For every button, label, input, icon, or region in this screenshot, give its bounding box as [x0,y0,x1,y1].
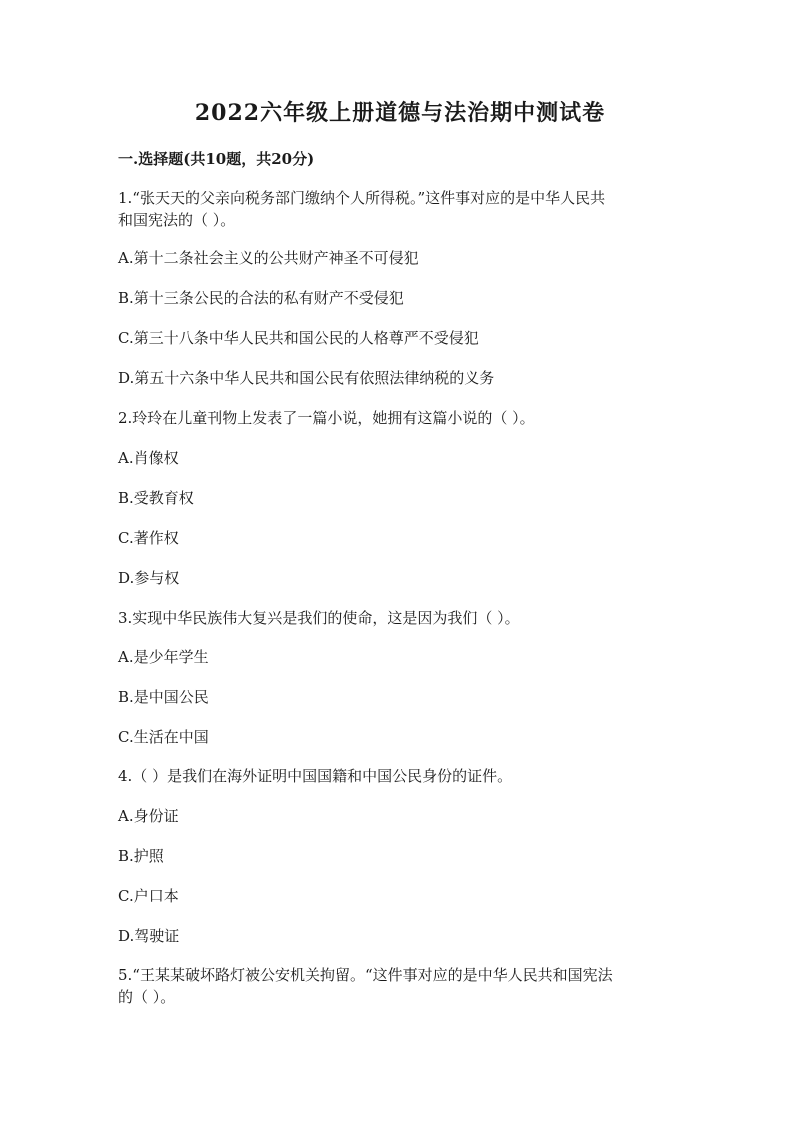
question-4-option-d: D.驾驶证 [118,927,180,945]
question-1-option-d: D.第五十六条中华人民共和国公民有依照法律纳税的义务 [118,369,495,387]
question-4-option-a: A.身份证 [118,807,179,825]
question-3-option-a: A.是少年学生 [118,648,209,666]
question-5-stem-line-2: 的（ ）。 [118,988,176,1006]
question-2-option-b: B.受教育权 [118,489,194,507]
question-2-option-d: D.参与权 [118,569,180,587]
question-3-option-b: B.是中国公民 [118,688,209,706]
question-2-option-c: C.著作权 [118,529,179,547]
question-4-stem-line-1: 4.（ ）是我们在海外证明中国国籍和中国公民身份的证件。 [118,767,513,785]
question-2-stem-line-1: 2.玲玲在儿童刊物上发表了一篇小说，她拥有这篇小说的（ ）。 [118,409,535,427]
question-4-option-c: C.户口本 [118,887,179,905]
question-1-option-c: C.第三十八条中华人民共和国公民的人格尊严不受侵犯 [118,329,479,347]
question-4-option-b: B.护照 [118,847,164,865]
question-3-stem-line-1: 3.实现中华民族伟大复兴是我们的使命，这是因为我们（ ）。 [118,609,520,627]
section-heading: 一.选择题(共10题，共20分) [118,150,315,168]
question-1-option-a: A.第十二条社会主义的公共财产神圣不可侵犯 [118,249,419,267]
page-title: 2022六年级上册道德与法治期中测试卷 [194,100,606,126]
question-1-stem-line-2: 和国宪法的（ ）。 [118,211,236,229]
question-1-stem-line-1: 1.“张天天的父亲向税务部门缴纳个人所得税。”这件事对应的是中华人民共 [118,189,606,207]
question-2-option-a: A.肖像权 [118,449,179,467]
question-5-stem-line-1: 5.“王某某破坏路灯被公安机关拘留。“这件事对应的是中华人民共和国宪法 [118,966,613,984]
question-3-option-c: C.生活在中国 [118,728,209,746]
question-1-option-b: B.第十三条公民的合法的私有财产不受侵犯 [118,289,404,307]
